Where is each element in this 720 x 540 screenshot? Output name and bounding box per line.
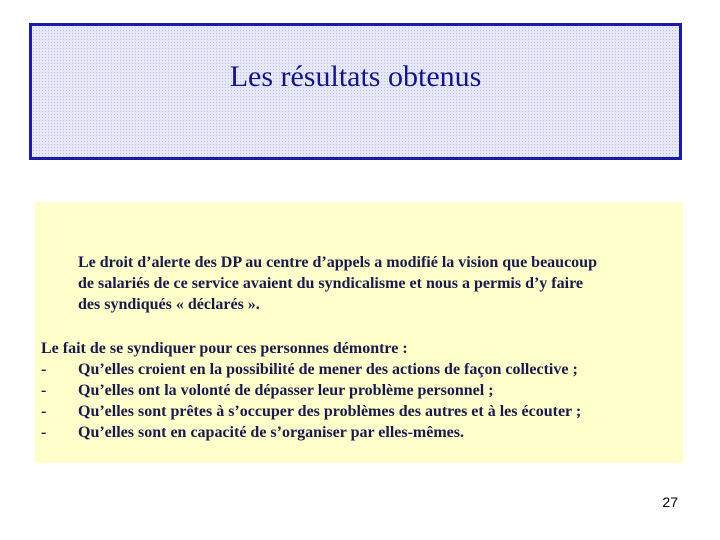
page-number: 27 bbox=[662, 494, 678, 510]
bullet-marker: - bbox=[41, 403, 47, 420]
paragraph-line: des syndiqués « déclarés ». bbox=[78, 296, 260, 313]
bullet-marker: - bbox=[41, 424, 47, 441]
intro-paragraph bbox=[78, 252, 678, 315]
paragraph-line: de salariés de ce service avaient du syndicalisme et nous a permis d’y faire bbox=[78, 275, 583, 292]
paragraph-line: Le droit d’alerte des DP au centre d’appels a modifié la vision que beaucoup bbox=[78, 254, 597, 271]
bullet-marker: - bbox=[41, 382, 47, 399]
bullet-text: Qu’elles sont en capacité de s’organiser par elles-mêmes. bbox=[78, 424, 465, 441]
bullet-marker: - bbox=[41, 361, 47, 378]
bullet-text: Qu’elles croient en la possibilité de mener des actions de façon collective ; bbox=[78, 361, 578, 378]
bullet-text: Qu’elles ont la volonté de dépasser leur problème personnel ; bbox=[78, 382, 494, 399]
content-box bbox=[35, 202, 683, 463]
slide-title: Les résultats obtenus bbox=[229, 60, 482, 93]
bullet-text: Qu’elles sont prêtes à s’occuper des problèmes des autres et à les écouter ; bbox=[78, 403, 582, 420]
title-box bbox=[29, 23, 682, 160]
list-intro: Le fait de se syndiquer pour ces personnes démontre : bbox=[41, 340, 408, 357]
